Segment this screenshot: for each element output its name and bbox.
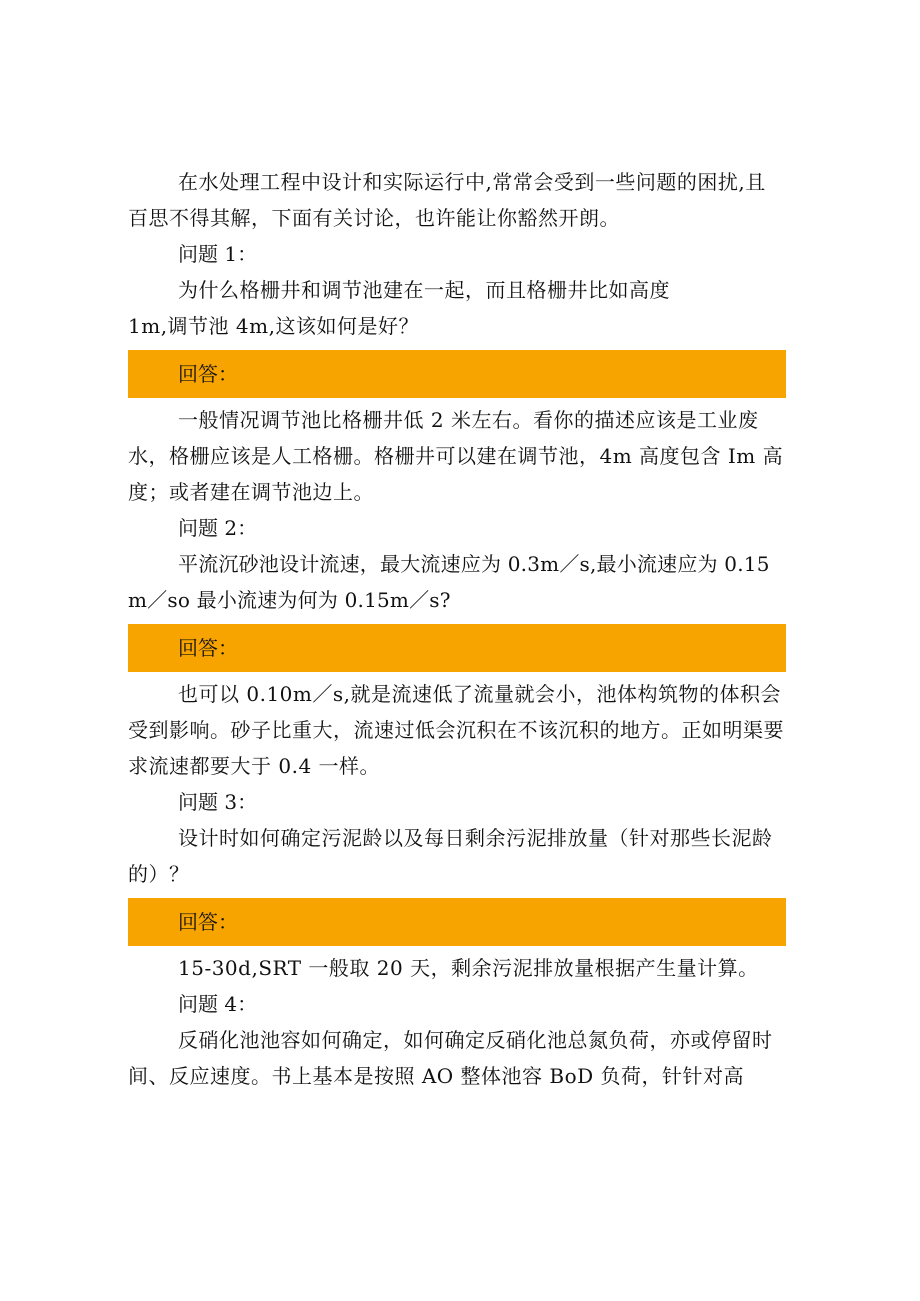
question-4-text: 反硝化池池容如何确定，如何确定反硝化池总氮负荷，亦或停留时间、反应速度。书上基本是按照 AO 整体池容 BoD 负荷，针针对高 — [128, 1028, 773, 1088]
answer-3-text: 15-30d,SRT 一般取 20 天，剩余污泥排放量根据产生量计算。 — [178, 956, 759, 980]
question-3-text: 设计时如何确定污泥龄以及每日剩余污泥排放量（针对那些长泥龄的）？ — [128, 826, 773, 886]
question-2-text: 平流沉砂池设计流速，最大流速应为 0.3m／s,最小流速应为 0.15m／so 最小流速为何为 0.15m／s? — [128, 552, 770, 612]
question-1-label: 问题 1： — [178, 242, 258, 266]
question-1-text-line-1: 为什么格栅井和调节池建在一起，而且格栅井比如高度 — [178, 278, 670, 302]
document-body — [128, 164, 786, 1094]
question-1-text-line-2: 1m,调节池 4m,这该如何是好？ — [128, 314, 419, 338]
answer-3-header: 回答： — [128, 898, 786, 946]
answer-2-text: 也可以 0.10m／s,就是流速低了流量就会小，池体构筑物的体积会受到影响。砂子比重大，流速过低会沉积在不该沉积的地方。正如明渠要求流速都要大于 0.4 一样。 — [128, 682, 784, 778]
answer-1-text: 一般情况调节池比格栅井低 2 米左右。看你的描述应该是工业废水，格栅应该是人工格栅。格栅井可以建在调节池，4m 高度包含 Im 高度；或者建在调节池边上。 — [128, 408, 784, 504]
question-4-label: 问题 4： — [178, 992, 258, 1016]
intro-paragraph: 在水处理工程中设计和实际运行中,常常会受到一些问题的困扰,且百思不得其解，下面有关讨论，也许能让你豁然开朗。 — [128, 170, 766, 230]
question-2-label: 问题 2： — [178, 516, 258, 540]
answer-1-header: 回答： — [128, 350, 786, 398]
answer-2-header: 回答： — [128, 624, 786, 672]
question-3-label: 问题 3： — [178, 790, 258, 814]
